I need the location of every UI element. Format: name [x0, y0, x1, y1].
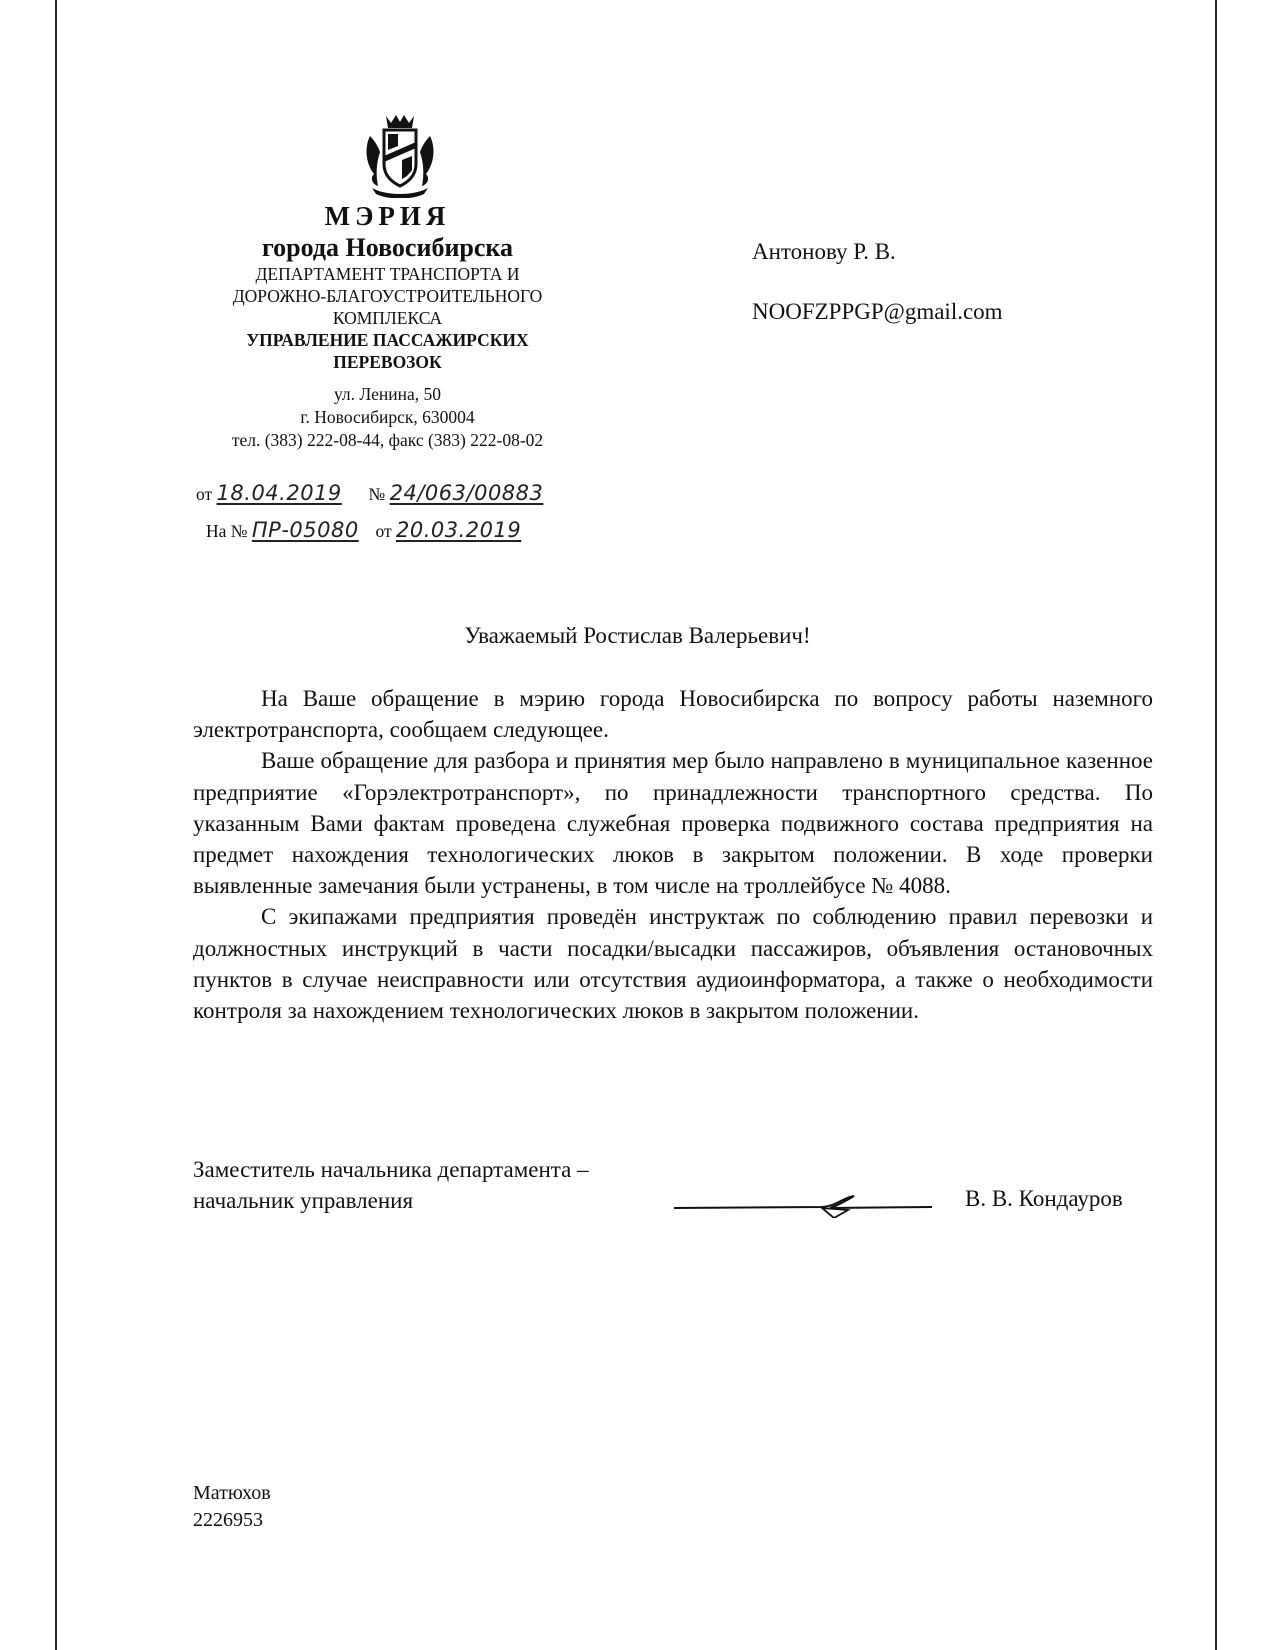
recipient-name: Антонову Р. В. — [752, 239, 896, 264]
reply-from-label: от — [375, 521, 392, 541]
address-phone: тел. (383) 222-08-44, факс (383) 222-08-02 — [231, 430, 544, 450]
registration-number-label: № — [368, 484, 386, 504]
body-paragraph: Ваше обращение для разбора и принятия мер было направлено в муниципальное казенное предприятие «Горэлектротранспорт», по принадлежности транспортного средства. По указанным Вами фактам проведена служебная проверка подвижного состава предприятия на предмет нахождения технологических люков в закрытом положении. В ходе проверки выявленные замечания были устранены, в том числе на троллейбусе № 4088. — [193, 748, 1153, 899]
reply-reference-line — [206, 518, 521, 542]
recipient-email: NOOFZPPGP@gmail.com — [752, 299, 1003, 324]
coat-of-arms-icon — [362, 112, 438, 198]
letterhead — [185, 200, 590, 452]
page-edge-right — [1215, 0, 1217, 1650]
registration-number: 24/063/00883 — [389, 481, 544, 505]
registration-date: 18.04.2019 — [216, 481, 342, 505]
page-edge-left — [55, 0, 57, 1650]
salutation: Уважаемый Ростислав Валерьевич! — [464, 623, 811, 648]
letterhead-title: МЭРИЯ — [324, 201, 451, 231]
signer-position — [193, 1154, 589, 1216]
letter-body — [193, 683, 1153, 1026]
executor-name: Матюхов — [193, 1482, 271, 1504]
signer-position-line: Заместитель начальника департамента – — [193, 1157, 589, 1182]
registration-from-label: от — [196, 484, 213, 504]
executor-block — [193, 1480, 271, 1534]
handwritten-signature-icon — [672, 1178, 937, 1218]
letterhead-department-line: ДЕПАРТАМЕНТ ТРАНСПОРТА И — [255, 264, 520, 284]
recipient-block — [752, 237, 1003, 327]
reply-date: 20.03.2019 — [396, 518, 522, 542]
reply-label: На № — [206, 521, 248, 541]
signer-name: В. В. Кондауров — [965, 1186, 1123, 1211]
letterhead-unit-line: ПЕРЕВОЗОК — [333, 352, 442, 372]
reply-number: ПР-05080 — [251, 518, 359, 542]
letterhead-city: города Новосибирска — [261, 233, 514, 262]
address-street: ул. Ленина, 50 — [333, 384, 442, 404]
body-paragraph: На Ваше обращение в мэрию города Новосибирска по вопросу работы наземного электротранспорта, сообщаем следующее. — [193, 686, 1153, 743]
body-paragraph: С экипажами предприятия проведён инструктаж по соблюдению правил перевозки и должностных инструкций в части посадки/высадки пассажиров, объявления остановочных пунктов в случае неисправности или отсутствия аудиоинформатора, а также о необходимости контроля за нахождением технологических люков в закрытом положении. — [193, 904, 1153, 1024]
registration-line — [196, 481, 543, 505]
letterhead-address — [185, 383, 590, 452]
signer-position-line: начальник управления — [193, 1188, 414, 1213]
letterhead-department-line: ДОРОЖНО-БЛАГОУСТРОИТЕЛЬНОГО — [232, 286, 543, 306]
address-city: г. Новосибирск, 630004 — [300, 407, 475, 427]
letterhead-department-line: КОМПЛЕКСА — [332, 308, 443, 328]
letterhead-unit-line: УПРАВЛЕНИЕ ПАССАЖИРСКИХ — [246, 330, 529, 350]
executor-phone: 2226953 — [193, 1509, 263, 1531]
